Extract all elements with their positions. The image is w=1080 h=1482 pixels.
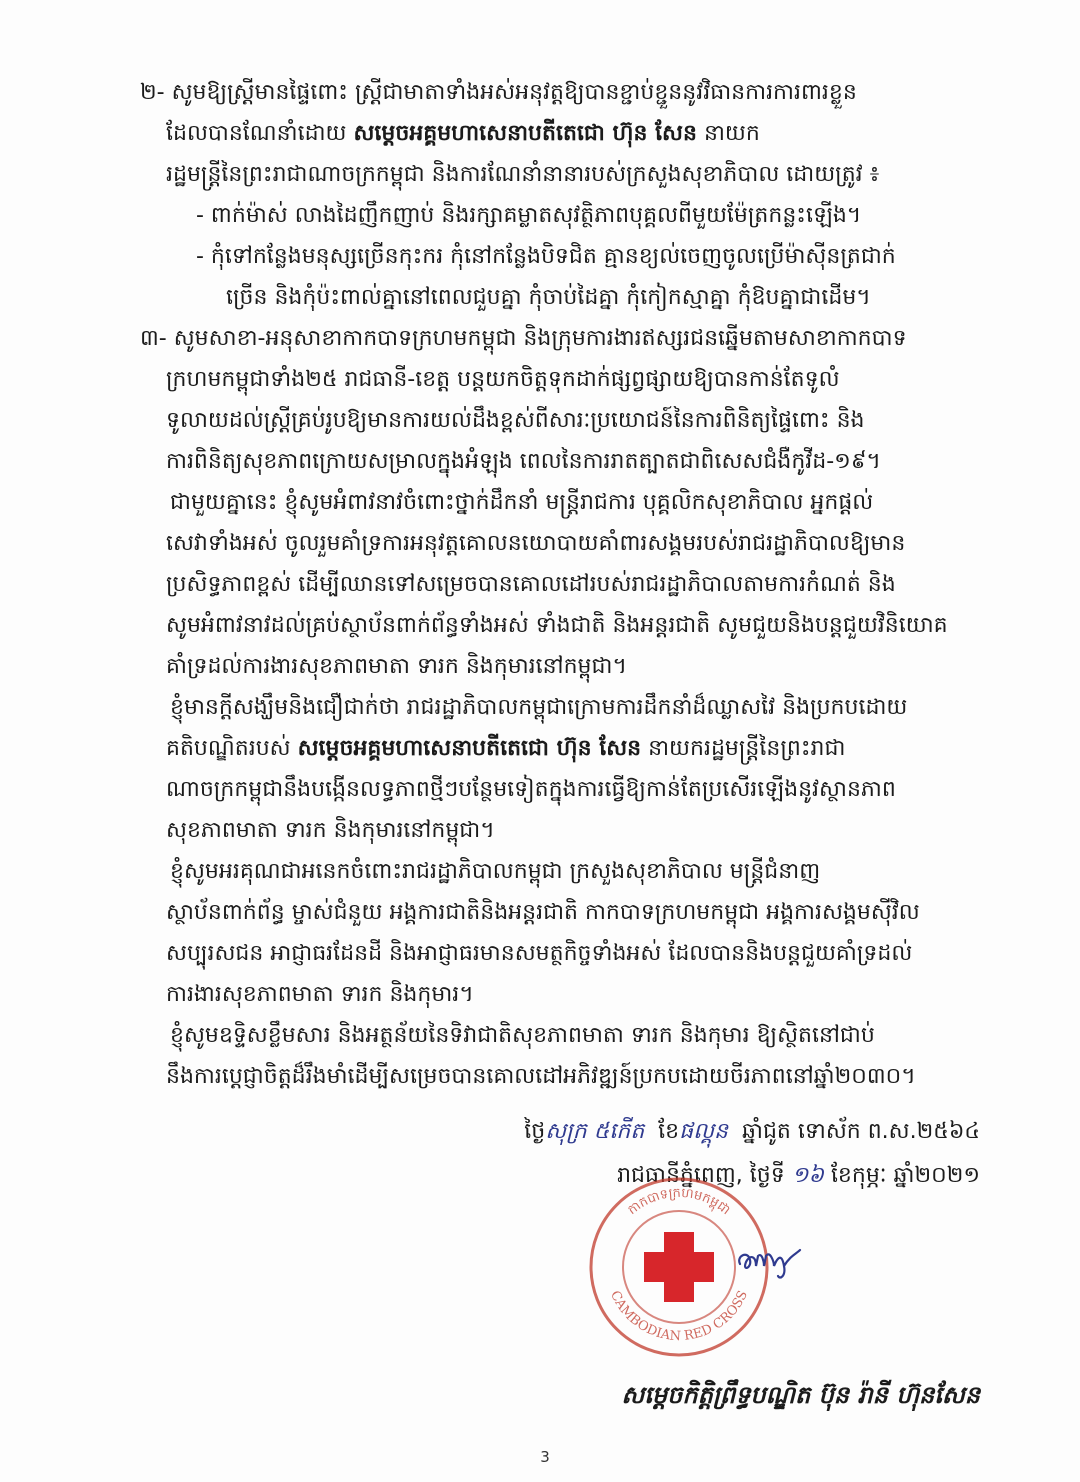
text-line: ទូលាយដល់ស្ត្រីគ្រប់រូបឱ្យមានការយល់ដឹងខ្ពស់ពីសារៈប្រយោជន៍នៃការពិនិត្យផ្ទៃពោះ និង	[166, 408, 865, 433]
solar-date-line: រាជធានីភ្នំពេញ, ថ្ងៃទី ១៦ ខែកុម្ភៈ ឆ្នាំ២០២១	[617, 1163, 980, 1188]
text-line: ច្រើន និងកុំប៉ះពាល់គ្នានៅពេលជួបគ្នា កុំចាប់ដៃគ្នា កុំកៀកស្មាគ្នា កុំឱបគ្នាជាដើម។	[226, 285, 871, 310]
text-line: សូមអំពាវនាវដល់គ្រប់ស្ថាប័នពាក់ព័ន្ធទាំងអស់ ទាំងជាតិ និងអន្តរជាតិ សូមជួយនិងបន្តជួយវិនិយោគ	[166, 613, 948, 638]
text-line: ណាចក្រកម្ពុជានឹងបង្កើនលទ្ធភាពថ្មីៗបន្ថែមទៀតក្នុងការធ្វើឱ្យកាន់តែប្រសើរឡើងនូវស្ថានភាព	[166, 777, 896, 802]
seal-bottom-text: CAMBODIAN RED CROSS	[607, 1288, 751, 1345]
text-line: រដ្ឋមន្ត្រីនៃព្រះរាជាណាចក្រកម្ពុជា និងការណែនាំនានារបស់ក្រសួងសុខាភិបាល ដោយត្រូវ ៖	[166, 162, 880, 187]
text-line: សេវាទាំងអស់ ចូលរួមគាំទ្រការអនុវត្តគោលនយោបាយគាំពារសង្គមរបស់រាជរដ្ឋាភិបាលឱ្យមាន	[166, 531, 906, 556]
handwritten-signature	[734, 1236, 814, 1286]
text-line: ប្រសិទ្ធភាពខ្ពស់ ដើម្បីឈានទៅសម្រេចបានគោលដៅរបស់រាជរដ្ឋាភិបាលតាមការកំណត់ និង	[166, 572, 896, 597]
letter-body	[140, 72, 992, 1097]
text-line: ខ្ញុំសូមអរគុណជាអនេកចំពោះរាជរដ្ឋាភិបាលកម្ពុជា ក្រសួងសុខាភិបាល មន្ត្រីជំនាញ	[170, 859, 821, 884]
text-line: នឹងការប្តេជ្ញាចិត្តដ៏រឹងមាំដើម្បីសម្រេចបានគោលដៅអភិវឌ្ឍន៍ប្រកបដោយចីរភាពនៅឆ្នាំ២០៣០។	[166, 1064, 916, 1089]
bold-name: សម្តេចអគ្គមហាសេនាបតីតេជោ ហ៊ុន សែន	[297, 736, 642, 761]
text-line: ខ្ញុំមានក្តីសង្ឃឹមនិងជឿជាក់ថា រាជរដ្ឋាភិបាលកម្ពុជាក្រោមការដឹកនាំដ៏ឈ្លាសវៃ និងប្រកបដោយ	[170, 695, 908, 720]
text-line: ៣- សូមសាខា-អនុសាខាកាកបាទក្រហមកម្ពុជា និងក្រុមការងារឥស្សរជនឆ្នើមតាមសាខាកាកបាទ	[140, 326, 907, 351]
handwritten-month: ផល្គុន	[679, 1119, 729, 1144]
handwritten-day: សុក្រ ៥កើត	[545, 1119, 645, 1144]
lunar-date-line: ថ្ងៃសុក្រ ៥កើត ខែផល្គុន ឆ្នាំជូត ទោស័ក ព.ស.២៥៦៤	[524, 1119, 980, 1144]
text-line: ខ្ញុំសូមឧទ្ទិសខ្លឹមសារ និងអត្ថន័យនៃទិវាជាតិសុខភាពមាតា ទារក និងកុមារ ឱ្យស្ថិតនៅជាប់	[170, 1023, 875, 1048]
lunar-year: ឆ្នាំជូត ទោស័ក ព.ស.២៥៦៤	[742, 1119, 980, 1144]
text-line: ស្ថាប័នពាក់ព័ន្ធ ម្ចាស់ជំនួយ អង្គការជាតិនិងអន្តរជាតិ កាកបាទក្រហមកម្ពុជា អង្គការសង្គមស៊ីវិល	[166, 900, 920, 925]
text-line: គាំទ្រដល់ការងារសុខភាពមាតា ទារក និងកុមារនៅកម្ពុជា។	[166, 654, 627, 679]
text-line: សុខភាពមាតា ទារក និងកុមារនៅកម្ពុជា។	[166, 818, 495, 843]
text-line: គតិបណ្ឌិតរបស់ សម្តេចអគ្គមហាសេនាបតីតេជោ ហ៊ុន សែន នាយករដ្ឋមន្ត្រីនៃព្រះរាជា	[166, 736, 846, 761]
bullet-item: - ពាក់ម៉ាស់ លាងដៃញឹកញាប់ និងរក្សាគម្លាតសុវត្ថិភាពបុគ្គលពីមួយម៉ែត្រកន្លះឡើង។	[196, 203, 862, 228]
handwritten-day-number: ១៦	[791, 1163, 824, 1188]
seal-top-text: កាកបាទក្រហមកម្ពុជា	[625, 1185, 733, 1219]
text-line: ជាមួយគ្នានេះ ខ្ញុំសូមអំពាវនាវចំពោះថ្នាក់ដឹកនាំ មន្ត្រីរាជការ បុគ្គលិកសុខាភិបាល អ្នកផ្តល់	[170, 490, 874, 515]
text-line: ក្រហមកម្ពុជាទាំង២៥ រាជធានី-ខេត្ត បន្តយកចិត្តទុកដាក់ផ្សព្វផ្សាយឱ្យបានកាន់តែទូលំ	[166, 367, 840, 392]
bold-name: សម្តេចអគ្គមហាសេនាបតីតេជោ ហ៊ុន សែន	[353, 121, 697, 146]
svg-text:កាកបាទក្រហមកម្ពុជា	[625, 1186, 733, 1218]
bullet-item: - កុំទៅកន្លែងមនុស្សច្រើនកុះករ កុំនៅកន្លែងបិទជិត គ្មានខ្យល់ចេញចូលប្រើម៉ាស៊ីនត្រជាក់	[196, 244, 896, 269]
page-number: 3	[540, 1448, 550, 1466]
text-line: ២- សូមឱ្យស្ត្រីមានផ្ទៃពោះ ស្ត្រីជាមាតាទាំងអស់អនុវត្តឱ្យបានខ្ជាប់ខ្ជួននូវវិធានការការពារខ្លួន	[140, 80, 857, 105]
text-line: ដែលបានណែនាំដោយ សម្តេចអគ្គមហាសេនាបតីតេជោ ហ៊ុន សែន នាយក	[166, 121, 760, 146]
text-line: សប្បុរសជន អាជ្ញាធរដែនដី និងអាជ្ញាធរមានសមត្ថកិច្ចទាំងអស់ ដែលបាននិងបន្តជួយគាំទ្រដល់	[166, 941, 913, 966]
text-line: ការពិនិត្យសុខភាពក្រោយសម្រាលក្នុងអំឡុង ពេលនៃការរាតត្បាតជាពិសេសជំងឺកូវីដ-១៩។	[166, 449, 881, 474]
text-line: ការងារសុខភាពមាតា ទារក និងកុមារ។	[166, 982, 474, 1007]
signer-name: សម្តេចកិត្តិព្រឹទ្ធបណ្ឌិត ប៊ុន រ៉ានី ហ៊ុនសែន	[621, 1381, 980, 1409]
